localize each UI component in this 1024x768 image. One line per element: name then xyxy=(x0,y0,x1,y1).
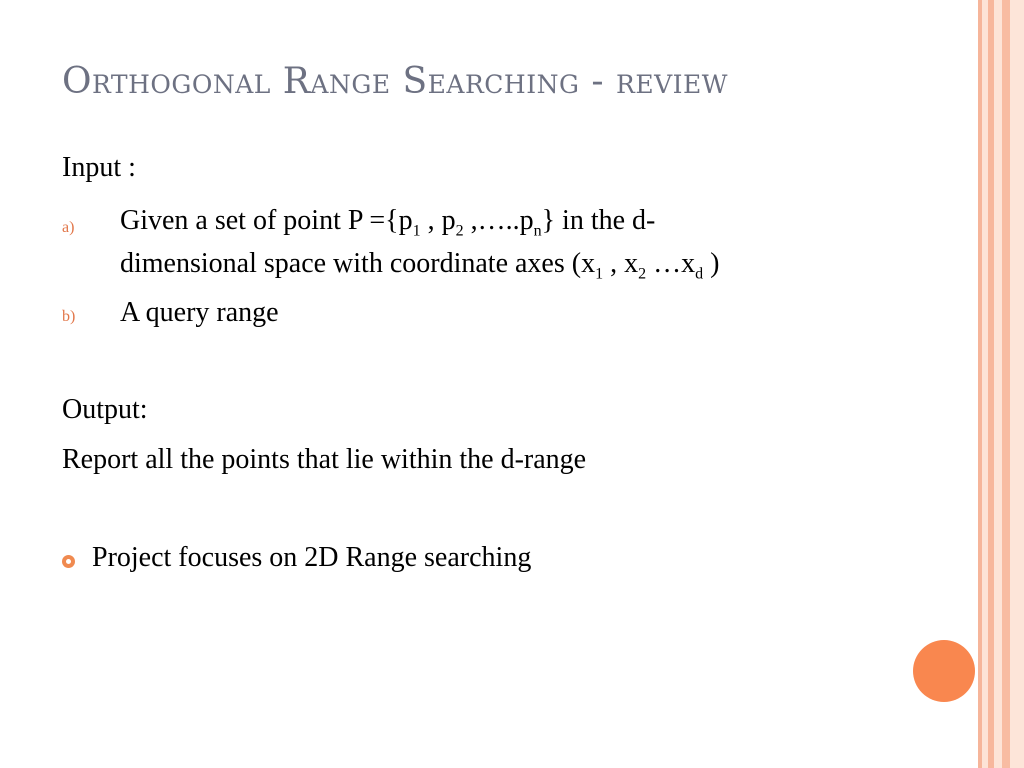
text-run: ,…..p xyxy=(463,205,534,236)
text-run: , x xyxy=(603,248,639,279)
decorative-circle xyxy=(913,640,975,702)
circle-bullet-icon xyxy=(62,555,75,568)
list-item-text xyxy=(120,245,719,283)
decorative-stripe xyxy=(1010,0,1024,768)
list-marker: b) xyxy=(62,308,76,325)
decorative-stripe xyxy=(994,0,1002,768)
list-item-text xyxy=(120,202,655,240)
output-label: Output: xyxy=(62,394,148,425)
slide-title: Orthogonal Range Searching - review xyxy=(62,61,728,102)
bullet-text: Project focuses on 2D Range searching xyxy=(92,542,532,573)
subscript: 2 xyxy=(638,265,647,283)
subscript: n xyxy=(533,222,542,240)
subscript: d xyxy=(695,265,704,283)
subscript: 1 xyxy=(595,265,604,283)
list-item-text: A query range xyxy=(120,297,279,328)
decorative-stripe xyxy=(1002,0,1010,768)
text-run: , p xyxy=(420,205,456,236)
text-run: Given a set of point P ={p xyxy=(120,205,413,236)
text-run: } in the d- xyxy=(541,205,656,236)
text-run: dimensional space with coordinate axes (x xyxy=(120,248,596,279)
text-run: ) xyxy=(703,248,720,279)
subscript: 2 xyxy=(455,222,464,240)
output-text: Report all the points that lie within the d-range xyxy=(62,444,587,475)
subscript: 1 xyxy=(412,222,421,240)
list-marker: a) xyxy=(62,219,75,236)
text-run: …x xyxy=(646,248,696,279)
input-label: Input : xyxy=(62,152,136,183)
